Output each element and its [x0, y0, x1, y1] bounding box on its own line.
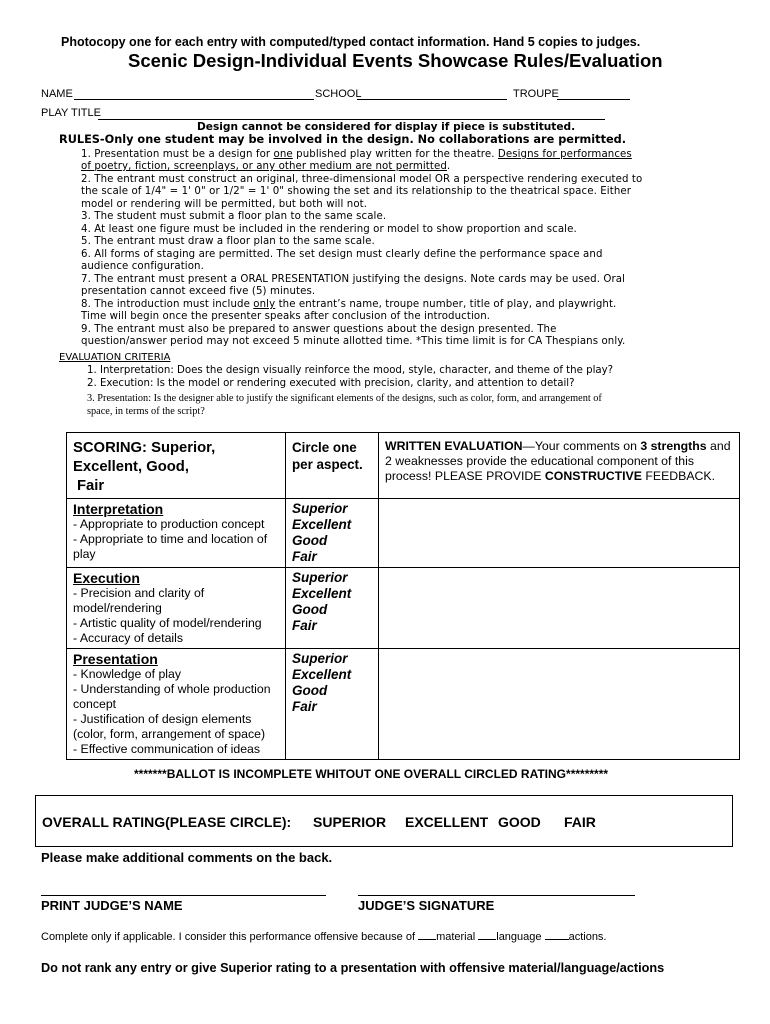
rule-8-post: the entrant’s name, troupe number, title of play, and playwright. — [275, 299, 617, 310]
rule-5: 5. The entrant must draw a floor plan to the same scale. — [81, 236, 375, 247]
presentation-comments[interactable] — [379, 649, 740, 760]
language-blank[interactable] — [478, 939, 496, 940]
rating-excellent[interactable]: Excellent — [292, 586, 352, 601]
additional-comments-note: Please make additional comments on the back. — [41, 850, 333, 865]
rule-4: 4. At least one figure must be included in the rendering or model to show proportion and scale. — [81, 224, 577, 235]
criterion-presentation-line-1: 3. Presentation: Is the designer able to justify the significant elements of the designs, such as color, form, and arrangement of — [87, 393, 602, 404]
interpretation-ratings — [286, 499, 379, 568]
table-row — [67, 499, 740, 568]
written-text-2: and 2 weaknesses provide the educational component of this process! PLEASE PROVIDE — [385, 439, 731, 483]
footer-warning: Do not rank any entry or give Superior rating to a presentation with offensive material/language/actions — [41, 961, 665, 975]
rule-2-line-1: 2. The entrant must construct an original, three-dimensional model OR a perspective rendering executed to — [81, 174, 643, 185]
execution-ratings — [286, 568, 379, 649]
written-three: 3 — [640, 439, 648, 453]
presentation-title: Presentation — [73, 651, 158, 667]
substitution-notice: Design cannot be considered for display if piece is substituted. — [197, 121, 576, 133]
execution-item: - Accuracy of details — [73, 631, 184, 645]
interpretation-title: Interpretation — [73, 501, 164, 517]
photocopy-instruction: Photocopy one for each entry with computed/typed contact information. Hand 5 copies to judges. — [61, 35, 641, 49]
rating-excellent[interactable]: Excellent — [292, 517, 352, 532]
overall-rating-label: OVERALL RATING(PLEASE CIRCLE): — [42, 814, 292, 830]
rule-1-medium: of poetry, fiction, screenplays, or any other medium are not permitted — [81, 161, 447, 172]
ballot-note: *******BALLOT IS INCOMPLETE WHITOUT ONE OVERALL CIRCLED RATING********* — [134, 767, 609, 781]
rule-2-line-3: model or rendering will be permitted, but both will not. — [81, 199, 368, 210]
table-row — [67, 649, 740, 760]
table-header-row — [67, 433, 740, 499]
scoring-header — [67, 433, 286, 499]
rule-1-link: Designs for performances — [497, 149, 632, 160]
scoring-line-3: Fair — [77, 478, 105, 494]
written-feedback: FEEDBACK. — [641, 469, 716, 483]
material-blank[interactable] — [418, 939, 436, 940]
interpretation-item: - Appropriate to production concept — [73, 517, 265, 531]
circle-header — [286, 433, 379, 499]
judge-signature-field[interactable] — [358, 895, 635, 896]
written-constructive: CONSTRUCTIVE — [544, 469, 642, 483]
rules-heading-text: RULES-Only one student may be involved in the design. No collaborations are permitted. — [59, 133, 627, 146]
page-title: Scenic Design-Individual Events Showcase Rules/Evaluation — [128, 50, 663, 71]
rating-excellent[interactable]: Excellent — [292, 667, 352, 682]
overall-good[interactable]: GOOD — [498, 814, 541, 830]
rule-6-line-1: 6. All forms of staging are permitted. The set design must clearly define the performance space and — [81, 249, 603, 260]
presentation-ratings — [286, 649, 379, 760]
judge-name-label: PRINT JUDGE’S NAME — [41, 898, 183, 913]
play-title-field[interactable] — [98, 119, 605, 120]
evaluation-heading: EVALUATION CRITERIA — [59, 352, 171, 363]
interpretation-comments[interactable] — [379, 499, 740, 568]
rules-heading — [59, 133, 626, 146]
execution-item: - Precision and clarity of model/rendering — [73, 586, 205, 615]
written-evaluation-header — [379, 433, 740, 499]
actions-blank[interactable] — [545, 939, 569, 940]
troupe-label: TROUPE — [513, 88, 559, 100]
rating-superior[interactable]: Superior — [292, 651, 348, 666]
rating-good[interactable]: Good — [292, 602, 328, 617]
offensive-pre: Complete only if applicable. I consider this performance offensive because of — [41, 931, 419, 943]
execution-comments[interactable] — [379, 568, 740, 649]
criterion-interpretation: 1. Interpretation: Does the design visually reinforce the mood, style, character, and theme of the play? — [87, 365, 614, 376]
execution-cell — [67, 568, 286, 649]
rule-1-pre: 1. Presentation must be a design for — [81, 149, 274, 160]
rule-1-line-2 — [81, 161, 450, 173]
presentation-item: - Understanding of whole production concept — [73, 682, 271, 711]
rating-fair[interactable]: Fair — [292, 618, 317, 633]
name-field[interactable] — [74, 99, 314, 100]
written-title: WRITTEN EVALUATION — [385, 439, 523, 453]
execution-item: - Artistic quality of model/rendering — [73, 616, 262, 630]
circle-line-1: Circle one — [292, 440, 357, 455]
rule-3: 3. The student must submit a floor plan to the same scale. — [81, 211, 387, 222]
offensive-language: language — [496, 931, 545, 943]
scoring-line-1: SCORING: Superior, — [73, 440, 216, 456]
presentation-item: - Knowledge of play — [73, 667, 182, 681]
rule-8-only: only — [253, 299, 276, 310]
circle-line-2: per aspect. — [292, 457, 363, 472]
judge-name-field[interactable] — [41, 895, 326, 896]
interpretation-item: - Appropriate to time and location of play — [73, 532, 268, 561]
rule-1-one: one — [273, 149, 293, 160]
presentation-item: - Effective communication of ideas — [73, 742, 261, 756]
rule-9-line-1: 9. The entrant must also be prepared to answer questions about the design presented. The — [81, 324, 557, 335]
offensive-actions: actions. — [568, 931, 607, 943]
rule-8-pre: 8. The introduction must include — [81, 299, 254, 310]
rule-2-line-2: the scale of 1/4" = 1' 0" or 1/2" = 1' 0" showing the set and its relationship to the theatrical space. Either — [81, 186, 632, 197]
rule-7-line-1: 7. The entrant must present a ORAL PRESENTATION justifying the designs. Note cards may be used. Oral — [81, 274, 626, 285]
rating-good[interactable]: Good — [292, 533, 328, 548]
rating-superior[interactable]: Superior — [292, 570, 348, 585]
play-title-label: PLAY TITLE — [41, 107, 101, 119]
scoring-line-2: Excellent, Good, — [73, 459, 189, 475]
name-label: NAME — [41, 88, 73, 100]
rule-9-line-2: question/answer period may not exceed 5 minute allotted time. *This time limit is for CA Thespians only. — [81, 336, 626, 347]
criterion-presentation-line-2: space, in terms of the script? — [87, 406, 205, 417]
judge-signature-label: JUDGE’S SIGNATURE — [358, 898, 495, 913]
scoring-table — [66, 432, 740, 760]
rating-superior[interactable]: Superior — [292, 501, 348, 516]
presentation-cell — [67, 649, 286, 760]
criterion-execution: 2. Execution: Is the model or rendering executed with precision, clarity, and attention to detail? — [87, 378, 575, 389]
overall-superior[interactable]: SUPERIOR — [313, 814, 387, 830]
rating-fair[interactable]: Fair — [292, 549, 317, 564]
presentation-item: - Justification of design elements (color, form, arrangement of space) — [73, 712, 266, 741]
overall-excellent[interactable]: EXCELLENT — [405, 814, 489, 830]
execution-title: Execution — [73, 570, 140, 586]
rule-1-mid: published play written for the theatre. — [292, 149, 498, 160]
table-row — [67, 568, 740, 649]
written-text-1: —Your comments on — [522, 439, 641, 453]
offensive-material: material — [436, 931, 479, 943]
written-strengths: strengths — [650, 439, 707, 453]
interpretation-cell — [67, 499, 286, 568]
rule-6-line-2: audience configuration. — [81, 261, 204, 272]
rule-8-line-2: Time will begin once the presenter speaks after conclusion of the introduction. — [81, 311, 491, 322]
overall-rating-box — [35, 795, 733, 847]
rule-7-line-2: presentation cannot exceed five (5) minutes. — [81, 286, 316, 297]
rule-1-end: . — [446, 161, 451, 172]
overall-fair[interactable]: FAIR — [564, 814, 596, 830]
school-label: SCHOOL — [315, 88, 362, 100]
offensive-statement — [41, 931, 607, 943]
rating-good[interactable]: Good — [292, 683, 328, 698]
rule-8-line-1 — [81, 299, 616, 311]
rating-fair[interactable]: Fair — [292, 699, 317, 714]
rule-1-line-1 — [81, 149, 632, 161]
school-field[interactable] — [357, 99, 507, 100]
troupe-field[interactable] — [557, 99, 630, 100]
